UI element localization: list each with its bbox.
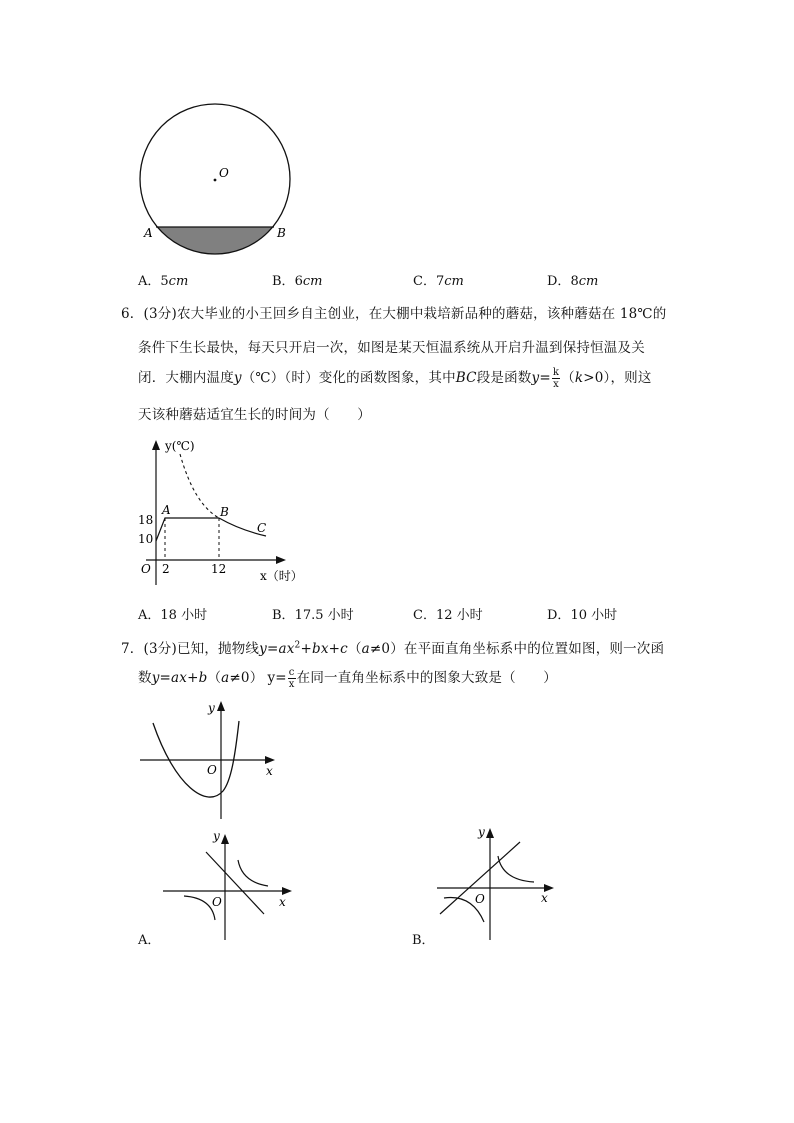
q6-label-b: B: [220, 505, 229, 519]
option-unit: cm: [444, 274, 464, 289]
plus: +: [328, 641, 341, 657]
q7-b-y-label: y: [478, 825, 485, 839]
text: 闭．大棚内温度: [138, 370, 234, 386]
q6-y-label: y(℃): [165, 439, 195, 453]
q6-x-label: x（时）: [260, 569, 303, 583]
option-letter: D．: [547, 274, 571, 289]
option-letter: B．: [272, 274, 295, 289]
plus: +: [300, 641, 312, 657]
q7-b-hyperbola-upper: [498, 856, 534, 882]
q5-option-a[interactable]: [138, 270, 188, 289]
q5-label-o: O: [219, 166, 229, 180]
q7-option-b-graph: [432, 822, 567, 944]
numerator: k: [552, 367, 560, 378]
text: 数: [138, 670, 152, 686]
q6-dashed-curve: [180, 454, 219, 518]
q6-temperature-graph: [130, 432, 310, 592]
option-letter: D．: [547, 608, 571, 623]
text: 已知，抛物线: [176, 641, 260, 657]
option-value: 8: [570, 274, 579, 289]
option-value: 5: [160, 274, 169, 289]
var-y: y: [267, 670, 276, 686]
q7-parabola-graph: [135, 697, 285, 825]
q6-tick-2: 2: [162, 562, 170, 576]
question-score: (3分): [143, 641, 177, 657]
var-a: a: [361, 641, 370, 657]
q7-parabola-curve: [153, 721, 239, 797]
option-letter: A．: [138, 274, 161, 289]
equals: =: [539, 370, 551, 386]
option-letter: C．: [413, 274, 436, 289]
q7-a-hyperbola-lower: [184, 896, 215, 920]
option-letter: A．: [138, 608, 161, 623]
equals: =: [275, 670, 287, 686]
denominator: x: [288, 679, 295, 690]
text: >0），则这: [583, 370, 652, 386]
option-value: 6: [294, 274, 303, 289]
q6-line-2: 条件下生长最快，每天只开启一次，如图是某天恒温系统从开启升温到保持恒温及关: [138, 340, 645, 356]
option-letter: C．: [413, 608, 436, 623]
q6-line-4: 天该种蘑菇适宜生长的时间为（ ）: [138, 407, 371, 423]
question-number: 6．: [121, 306, 144, 322]
q7-option-a[interactable]: A．: [138, 933, 161, 948]
q6-line-3: [138, 366, 652, 390]
fraction-k-over-x: [552, 367, 560, 390]
q5-option-c[interactable]: [413, 270, 464, 289]
q7-a-hyperbola-upper: [238, 860, 268, 886]
q6-origin: O: [141, 562, 151, 576]
option-text: 10 小时: [570, 608, 618, 623]
denominator: x: [553, 379, 559, 390]
q7-main-y-label: y: [208, 701, 215, 715]
fraction-c-over-x: [288, 667, 296, 690]
q7-main-origin: O: [207, 763, 217, 777]
q5-option-b[interactable]: [272, 270, 322, 289]
q6-option-d[interactable]: [547, 604, 617, 623]
q6-option-b[interactable]: [272, 604, 354, 623]
q7-a-y-arrow: [221, 834, 229, 844]
q6-tick-10: 10: [138, 532, 154, 546]
text: （: [207, 670, 222, 686]
q7-main-x-arrow: [265, 756, 275, 764]
text: （: [347, 641, 362, 657]
text: 段是函数: [476, 370, 532, 386]
q5-option-d[interactable]: [547, 270, 598, 289]
numerator: c: [288, 667, 295, 678]
text: 在同一直角坐标系中的图象大致是（ ）: [296, 670, 557, 686]
q7-line-2: [138, 666, 557, 690]
option-text: 12 小时: [435, 608, 483, 623]
text: ≠0）在平面直角坐标系中的位置如图，则一次函: [369, 641, 665, 657]
equals: =: [266, 641, 279, 657]
var-y: y: [259, 641, 267, 657]
q6-option-c[interactable]: [413, 604, 483, 623]
q7-line-1: [121, 637, 664, 657]
var-ax: ax: [171, 670, 188, 686]
text: （: [561, 370, 575, 386]
var-a: a: [221, 670, 230, 686]
q6-text-1: 农大毕业的小王回乡自主创业，在大棚中栽培新品种的蘑菇，该种蘑菇在 18℃的: [176, 306, 667, 322]
q6-x-arrow: [276, 556, 286, 564]
q7-a-origin: O: [212, 895, 222, 909]
q7-a-x-arrow: [282, 887, 292, 895]
option-text: 18 小时: [160, 608, 208, 623]
q5-circle-figure: [130, 92, 305, 262]
q6-label-a: A: [162, 503, 171, 517]
q5-center-dot: [214, 179, 217, 182]
var-y: y: [151, 670, 160, 686]
q7-main-y-arrow: [217, 701, 225, 711]
var-b: b: [198, 670, 208, 686]
var-y: y: [233, 370, 242, 386]
q7-a-x-label: x: [279, 895, 286, 909]
option-letter: B．: [272, 608, 295, 623]
var-y: y: [531, 370, 540, 386]
question-score: (3分): [143, 306, 177, 322]
q7-a-y-label: y: [213, 829, 220, 843]
equals: =: [159, 670, 172, 686]
option-unit: cm: [168, 274, 189, 289]
q6-line-1: [121, 302, 666, 322]
q5-label-a: A: [144, 226, 153, 240]
option-value: 7: [435, 274, 445, 289]
text: ≠0）: [229, 670, 264, 686]
q6-y-arrow: [152, 440, 160, 450]
q7-main-x-label: x: [266, 764, 273, 778]
q7-option-a-graph: [158, 826, 303, 944]
q6-tick-12: 12: [211, 562, 227, 576]
q6-label-c: C: [257, 521, 267, 535]
var-bx: bx: [312, 641, 329, 657]
text: （℃）（时）变化的函数图象，其中: [241, 370, 456, 386]
q5-label-b: B: [277, 226, 286, 240]
q7-b-x-label: x: [541, 891, 548, 905]
var-bc: BC: [455, 370, 477, 386]
option-unit: cm: [578, 274, 599, 289]
question-number: 7．: [121, 641, 144, 657]
q7-b-origin: O: [475, 892, 485, 906]
q7-b-y-arrow: [486, 828, 494, 838]
q7-option-b[interactable]: B．: [412, 933, 435, 948]
q6-option-a[interactable]: [138, 604, 207, 623]
option-text: 17.5 小时: [294, 608, 354, 623]
var-ax: ax: [278, 641, 295, 657]
var-c: c: [340, 641, 348, 657]
exponent: 2: [294, 640, 301, 651]
q6-tick-18: 18: [138, 513, 154, 527]
option-unit: cm: [302, 274, 323, 289]
var-k: k: [574, 370, 584, 386]
plus: +: [187, 670, 199, 686]
